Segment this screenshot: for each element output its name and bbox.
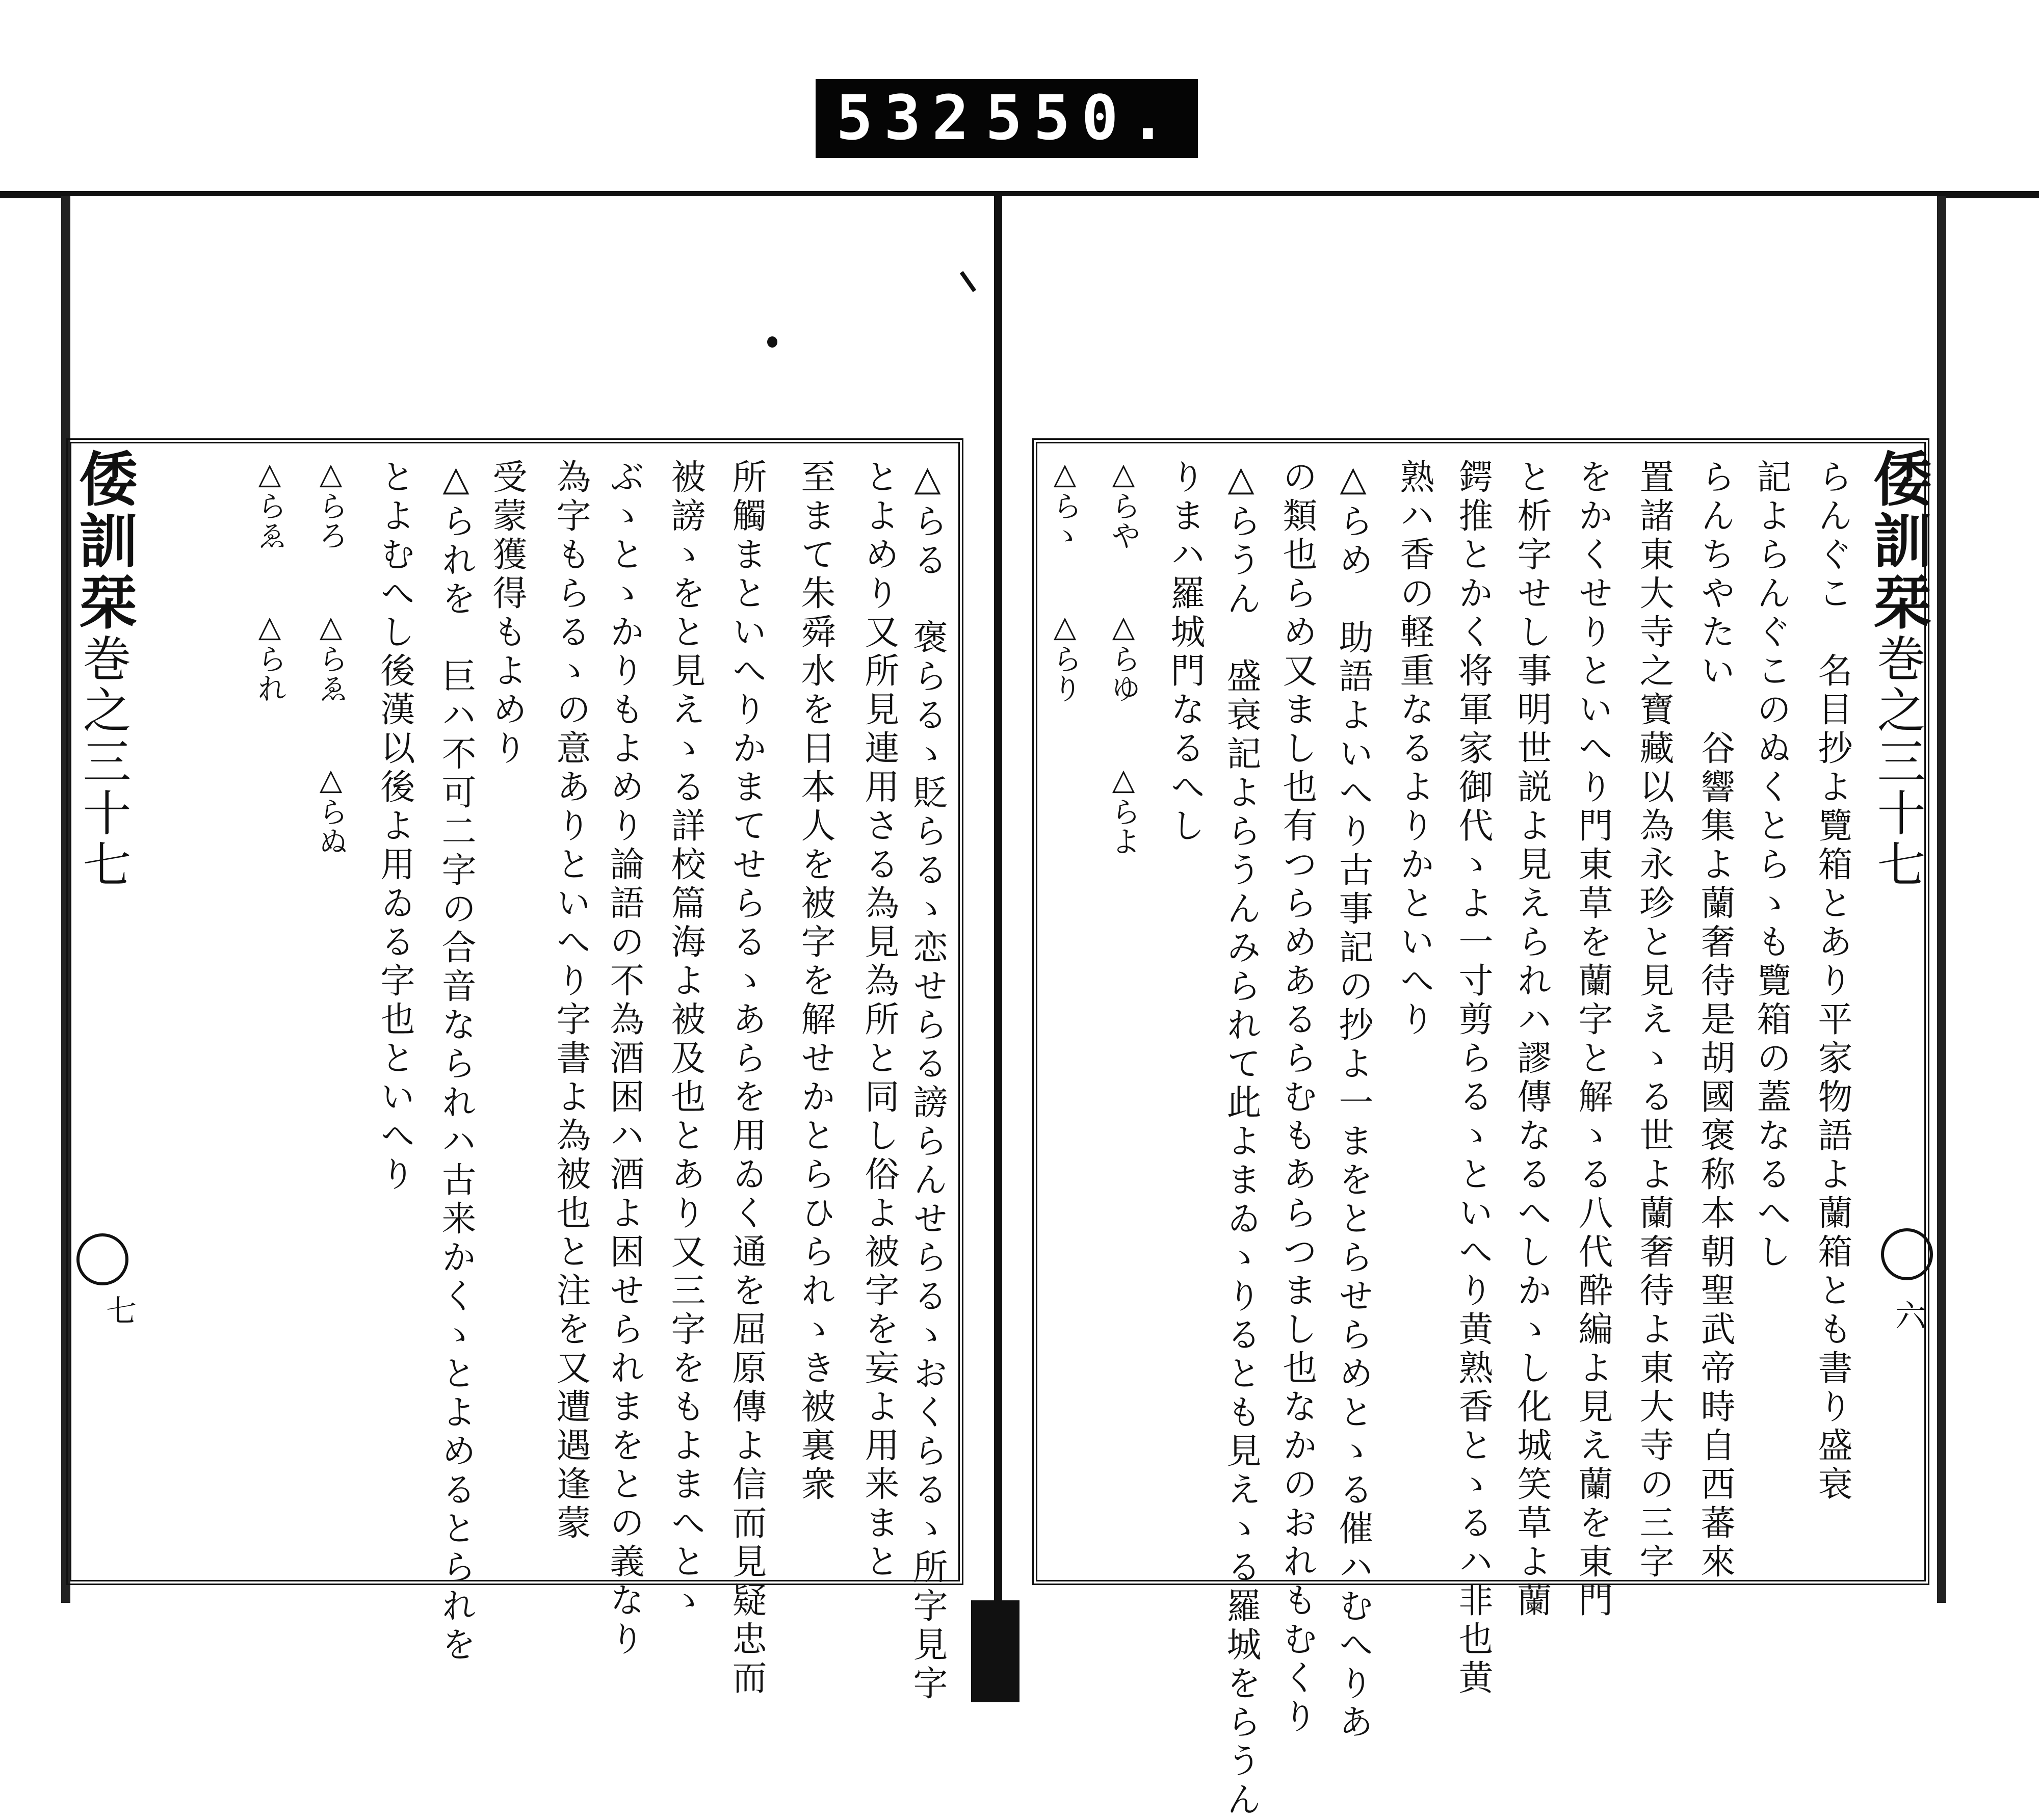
- right-column-4: 置諸東大寺之寶藏以為永珍と見えゝる世よ蘭奢待よ東大寺の三字: [1634, 459, 1674, 1582]
- left-column-7: 為字もらるゝの意ありといへり字書よ為被也と注を又遭遇逢蒙: [551, 459, 591, 1543]
- left-column-8: 受蒙獲得もよめり: [487, 459, 527, 769]
- right-column-12: りまハ羅城門なるへし: [1165, 459, 1205, 846]
- right-header-title: 倭訓栞: [1863, 449, 1932, 634]
- right-column-5: をかくせりといへり門東草を蘭字と解ゝる八代酔編よ見え蘭を東門: [1573, 459, 1613, 1621]
- left-column-9: △られを 巨ハ不可二字の合音なられハ古来かくゝとよめるとられを: [436, 459, 476, 1665]
- right-column-3: らんちやたい 谷響集よ蘭奢待是胡國褒称本朝聖武帝時自西蕃來: [1695, 459, 1735, 1582]
- archive-label-strip: [816, 79, 1198, 158]
- scan-speck: [767, 336, 777, 348]
- left-header-volume: 巻之三十七: [75, 634, 131, 891]
- right-column-6: と析字せし事明世説よ見えられハ謬傳なるへしかゝし化城笑草よ蘭: [1511, 459, 1552, 1621]
- right-folio-number: 六: [1890, 1300, 1926, 1330]
- left-column-10: とよむへし後漢以後よ用ゐる字也といへり: [375, 459, 415, 1195]
- left-column-6: ぶゝとゝかりもよめり論語の不為酒困ハ酒よ困せられまをとの義なり: [604, 459, 644, 1659]
- left-column-11: △らろ △らゑ △らぬ: [313, 456, 348, 856]
- left-column-4: 所觸まといへりかまてせらるゝあらを用ゐく通を屈原傳よ信而見疑忠而: [726, 459, 767, 1698]
- right-page-header: [1863, 449, 1932, 891]
- right-folio-mark: [1881, 1228, 1933, 1280]
- right-column-9: △らめ 助語よいへり古事記の抄よ一まをとらせらめとゝる催ハむへりあ: [1333, 459, 1373, 1743]
- left-folio-number: 七: [101, 1295, 137, 1325]
- left-column-12: △らゑ △られ: [252, 456, 287, 703]
- archive-number-1: 532: [836, 83, 980, 154]
- right-column-2: 記よらんぐこのぬくとらゝも覽箱の蓋なるへし: [1751, 459, 1791, 1272]
- left-column-5: 被謗ゝをと見えゝる詳校篇海よ被及也とあり又三字をもよまへとゝ: [665, 459, 705, 1621]
- right-column-10: の類也らめ又まし也有つらめあるらむもあらつまし也なかのおれもむくり: [1277, 459, 1317, 1737]
- left-folio-mark: [76, 1233, 128, 1285]
- gutter-base: [971, 1600, 1020, 1702]
- left-column-1: △らる 褒らるゝ貶らるゝ恋せらる謗らんせらるゝおくらるゝ所字見字: [907, 459, 948, 1704]
- right-column-7: 鍔推とかく将軍家御代ゝよ一寸剪らるゝといへり黄熟香とゝるハ非也黄: [1453, 459, 1493, 1698]
- right-column-8: 熟ハ香の軽重なるよりかといへり: [1394, 459, 1434, 1040]
- book-gutter: [994, 196, 1002, 1690]
- left-column-3: 至まて朱舜水を日本人を被字を解せかとらひられゝき被裏衆: [795, 459, 835, 1505]
- left-column-2: とよめり又所見連用さる為見為所と同し俗よ被字を妄よ用来まと: [859, 459, 899, 1582]
- archive-number-2: 550.: [985, 83, 1178, 154]
- left-page-header: [69, 449, 138, 891]
- right-header-volume: 巻之三十七: [1869, 634, 1925, 891]
- right-column-1: らんぐこ 名目抄よ覽箱とあり平家物語よ蘭箱とも書り盛衰: [1812, 459, 1852, 1505]
- left-header-title: 倭訓栞: [69, 449, 138, 634]
- right-column-13: △らや △らゆ △らよ: [1106, 456, 1141, 856]
- right-column-14: △らゝ △らり: [1048, 456, 1082, 703]
- right-column-11: △らうん 盛衰記よらうんみられて此よまゐゝりるとも見えゝる羅城をらうん: [1221, 459, 1261, 1820]
